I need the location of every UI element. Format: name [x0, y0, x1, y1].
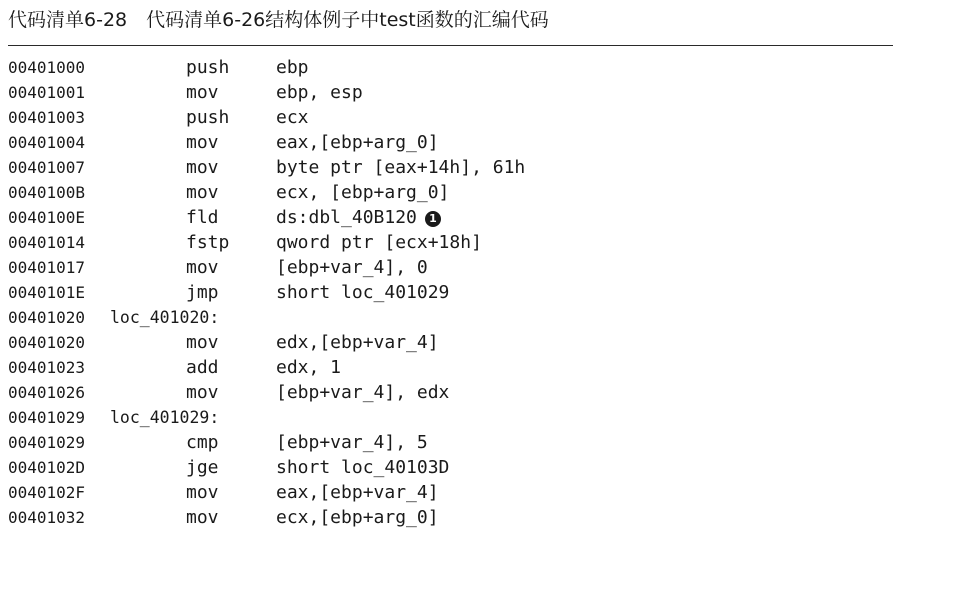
code-line	[8, 455, 898, 480]
code-line	[8, 230, 898, 255]
operands-text: short loc_401029	[276, 282, 450, 303]
instruction-operands	[276, 330, 439, 355]
line-address: 0040102D	[8, 458, 86, 477]
code-label: loc_401020:	[110, 308, 220, 327]
instruction-operands	[276, 230, 482, 255]
code-label-line	[8, 405, 898, 430]
operands-text: ebp	[276, 57, 309, 78]
title-rule	[8, 45, 893, 46]
instruction-operands	[276, 355, 341, 380]
instruction-mnemonic: mov	[186, 507, 219, 528]
line-address: 00401004	[8, 133, 86, 152]
operands-text: byte ptr [eax+14h], 61h	[276, 157, 526, 178]
code-line	[8, 80, 898, 105]
instruction-mnemonic: add	[186, 357, 219, 378]
code-line	[8, 380, 898, 405]
instruction-mnemonic: jge	[186, 457, 219, 478]
instruction-operands	[276, 80, 363, 105]
instruction-mnemonic: fld	[186, 207, 219, 228]
instruction-operands	[276, 180, 449, 205]
operands-text: eax,[ebp+arg_0]	[276, 132, 439, 153]
operands-text: [ebp+var_4], edx	[276, 382, 450, 403]
code-line	[8, 330, 898, 355]
instruction-operands	[276, 455, 449, 480]
operands-text: edx, 1	[276, 357, 342, 378]
instruction-mnemonic: jmp	[186, 282, 219, 303]
line-address: 0040101E	[8, 283, 86, 302]
listing-title: 代码清单6-28 代码清单6-26结构体例子中test函数的汇编代码	[8, 9, 549, 31]
code-line	[8, 255, 898, 280]
instruction-operands	[276, 105, 309, 130]
instruction-mnemonic: mov	[186, 482, 219, 503]
line-address: 00401032	[8, 508, 86, 527]
instruction-operands	[276, 280, 449, 305]
code-line	[8, 105, 898, 130]
instruction-operands	[276, 155, 525, 180]
operands-text: ebp, esp	[276, 82, 363, 103]
line-address: 00401029	[8, 433, 86, 452]
instruction-mnemonic: mov	[186, 382, 219, 403]
code-line	[8, 430, 898, 455]
instruction-operands	[276, 55, 309, 80]
line-address: 00401029	[8, 408, 86, 427]
instruction-mnemonic: push	[186, 57, 230, 78]
code-line	[8, 355, 898, 380]
instruction-operands	[276, 130, 439, 155]
instruction-mnemonic: mov	[186, 332, 219, 353]
instruction-mnemonic: mov	[186, 182, 219, 203]
line-address: 0040100E	[8, 208, 86, 227]
line-address: 00401003	[8, 108, 86, 127]
instruction-operands	[276, 255, 428, 280]
code-label-line	[8, 305, 898, 330]
instruction-operands	[276, 430, 428, 455]
code-line	[8, 180, 898, 205]
line-address: 00401014	[8, 233, 86, 252]
instruction-mnemonic: mov	[186, 132, 219, 153]
operands-text: ecx, [ebp+arg_0]	[276, 182, 450, 203]
operands-text: [ebp+var_4], 0	[276, 257, 428, 278]
operands-text: qword ptr [ecx+18h]	[276, 232, 482, 253]
instruction-operands	[276, 380, 449, 405]
operands-text: short loc_40103D	[276, 457, 450, 478]
line-address: 00401000	[8, 58, 86, 77]
code-line	[8, 130, 898, 155]
code-listing	[8, 55, 898, 530]
line-address: 00401007	[8, 158, 86, 177]
line-address: 00401020	[8, 333, 86, 352]
instruction-mnemonic: mov	[186, 257, 219, 278]
instruction-mnemonic: push	[186, 107, 230, 128]
operands-text: eax,[ebp+var_4]	[276, 482, 439, 503]
code-line	[8, 280, 898, 305]
code-line	[8, 155, 898, 180]
instruction-operands	[276, 205, 441, 230]
code-line	[8, 505, 898, 530]
operands-text: ds:dbl_40B120	[276, 207, 417, 228]
operands-text: ecx,[ebp+arg_0]	[276, 507, 439, 528]
line-address: 0040100B	[8, 183, 86, 202]
instruction-operands	[276, 480, 439, 505]
line-address: 00401020	[8, 308, 86, 327]
line-address: 00401023	[8, 358, 86, 377]
code-label: loc_401029:	[110, 408, 220, 427]
instruction-mnemonic: cmp	[186, 432, 219, 453]
operands-text: ecx	[276, 107, 309, 128]
code-line	[8, 205, 898, 230]
instruction-mnemonic: mov	[186, 82, 219, 103]
line-address: 00401001	[8, 83, 86, 102]
line-address: 00401017	[8, 258, 86, 277]
code-line	[8, 480, 898, 505]
line-address: 0040102F	[8, 483, 86, 502]
operands-text: [ebp+var_4], 5	[276, 432, 428, 453]
instruction-operands	[276, 505, 439, 530]
callout-marker-icon: 1	[425, 211, 441, 227]
instruction-mnemonic: fstp	[186, 232, 230, 253]
line-address: 00401026	[8, 383, 86, 402]
operands-text: edx,[ebp+var_4]	[276, 332, 439, 353]
code-line	[8, 55, 898, 80]
instruction-mnemonic: mov	[186, 157, 219, 178]
